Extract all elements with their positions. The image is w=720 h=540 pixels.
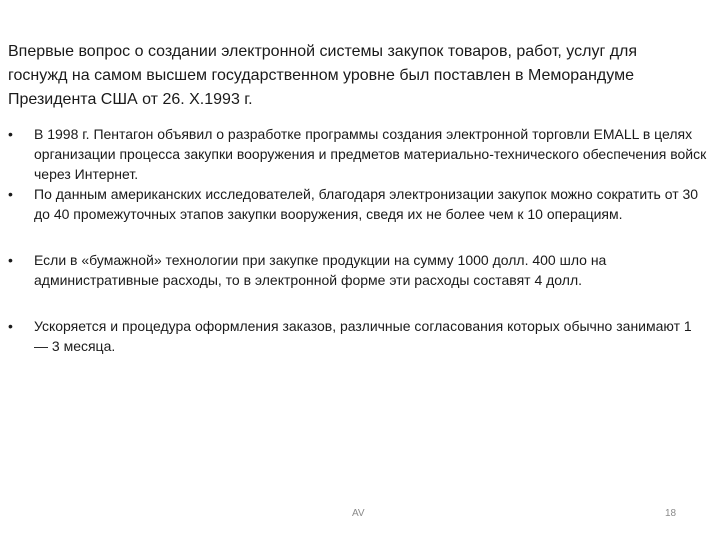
bullet-marker: •	[8, 186, 13, 202]
bullet-text: В 1998 г. Пентагон объявил о разработке программы создания электронной торговли EMALL в целях организации процесса закупки вооружения и предметов материально-технического обеспечения войск через Интернет.	[34, 126, 707, 182]
bullet-marker: •	[8, 252, 13, 268]
list-item	[8, 124, 708, 184]
bullet-marker: •	[8, 126, 13, 142]
bullet-text: По данным американских исследователей, благодаря электронизации закупок можно сократить от 30 до 40 промежуточных этапов закупки вооружения, сведя их не более чем к 10 операциям.	[34, 186, 699, 222]
list-item	[8, 250, 708, 290]
list-item	[8, 184, 708, 224]
page-number: 18	[665, 508, 677, 519]
bullet-text: Если в «бумажной» технологии при закупке продукции на сумму 1000 долл. 400 шло на административные расходы, то в электронной форме эти расходы составят 4 долл.	[34, 252, 607, 288]
intro-paragraph: Впервые вопрос о создании электронной системы закупок товаров, работ, услуг для госнужд на самом высшем государственном уровне был поставлен в Меморандуме Президента США от 26. Х.1993 г.	[8, 43, 638, 108]
list-item	[8, 316, 708, 356]
footer-author: AV	[352, 508, 365, 519]
bullet-text: Ускоряется и процедура оформления заказов, различные согласования которых обычно занимают 1 — 3 месяца.	[34, 318, 692, 354]
bullet-marker: •	[8, 318, 13, 334]
bullet-list	[8, 124, 708, 356]
